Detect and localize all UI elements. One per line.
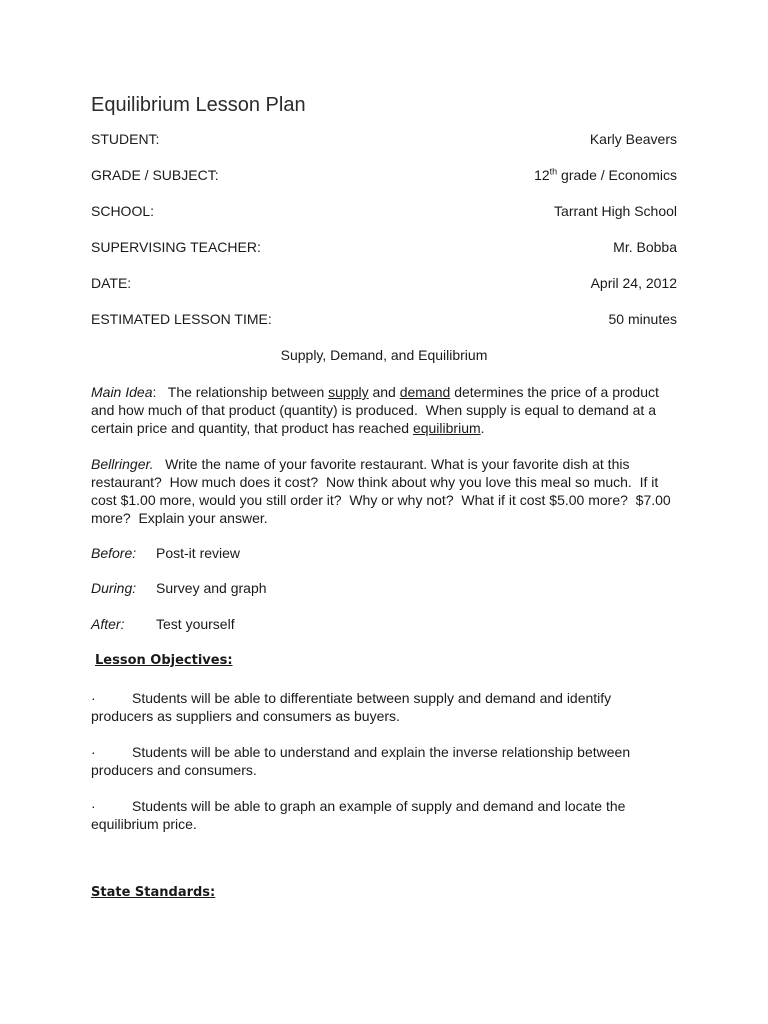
objective-text: Students will be able to graph an example of supply and demand and locate the equilibrium price.	[91, 798, 626, 832]
lesson-topic: Supply, Demand, and Equilibrium	[280, 347, 488, 363]
objective-text: Students will be able to differentiate between supply and demand and identify producers as suppliers and consumers as buyers.	[91, 690, 612, 724]
grade-ordinal: th	[549, 166, 558, 177]
bellringer-label: Bellringer.	[91, 456, 154, 472]
during-label: During:	[91, 580, 137, 596]
main-idea-paragraph	[91, 383, 677, 437]
objective-item	[91, 743, 677, 779]
bellringer-paragraph	[91, 455, 677, 527]
grade-row	[91, 167, 677, 187]
after-row	[91, 616, 235, 632]
main-idea-text-4: .	[480, 420, 485, 436]
grade-subject: grade / Economics	[557, 167, 677, 183]
grade-number: 12	[534, 167, 550, 183]
bullet-icon: ·	[91, 744, 96, 760]
during-value: Survey and graph	[156, 580, 267, 596]
lesson-objectives-heading: Lesson Objectives:	[95, 653, 233, 668]
objective-item	[91, 689, 677, 725]
date-value: April 24, 2012	[590, 275, 677, 291]
demand-term: demand	[399, 384, 451, 400]
after-value: Test yourself	[156, 616, 235, 632]
objective-text: Students will be able to understand and explain the inverse relationship between producers and consumers.	[91, 744, 631, 778]
page-title: Equilibrium Lesson Plan	[91, 94, 306, 116]
teacher-label: SUPERVISING TEACHER:	[91, 239, 261, 255]
teacher-value: Mr. Bobba	[613, 239, 677, 255]
main-idea-colon: :	[152, 384, 157, 400]
lesson-time-row	[91, 311, 677, 331]
grade-value	[534, 167, 677, 183]
bellringer-text: Write the name of your favorite restaurant. What is your favorite dish at this restaurant? How much does it cost? Now think about why you love this meal so much. If it cost $1.00 more, would you still order it? Why or why not? What if it cost $5.00 more? $7.00 more? Explain your answer.	[91, 456, 675, 526]
grade-label: GRADE / SUBJECT:	[91, 167, 219, 183]
date-row	[91, 275, 677, 295]
student-value: Karly Beavers	[589, 131, 677, 147]
during-row	[91, 580, 267, 596]
teacher-row	[91, 239, 677, 259]
bullet-icon: ·	[91, 690, 96, 706]
school-label: SCHOOL:	[91, 203, 155, 219]
school-row	[91, 203, 677, 223]
before-label: Before:	[91, 545, 137, 561]
bullet-icon: ·	[91, 798, 96, 814]
main-idea-text-1: The relationship between	[156, 384, 329, 400]
main-idea-text-2: and	[368, 384, 400, 400]
school-value: Tarrant High School	[554, 203, 677, 219]
objective-item	[91, 797, 677, 833]
state-standards-heading: State Standards:	[91, 885, 216, 900]
equilibrium-term: equilibrium	[412, 420, 481, 436]
after-label: After:	[91, 616, 125, 632]
supply-term: supply	[328, 384, 369, 400]
before-value: Post-it review	[156, 545, 241, 561]
student-label: STUDENT:	[91, 131, 160, 147]
date-label: DATE:	[91, 275, 132, 291]
main-idea-label: Main Idea	[91, 384, 153, 400]
student-row	[91, 131, 677, 151]
lesson-time-value: 50 minutes	[608, 311, 677, 327]
before-row	[91, 545, 240, 561]
lesson-time-label: ESTIMATED LESSON TIME:	[91, 311, 272, 327]
main-idea-text-3: determines the price of a product and how much of that product (quantity) is produced. When supply is equal to demand at a certain price and quantity, that product has reached	[91, 384, 663, 436]
